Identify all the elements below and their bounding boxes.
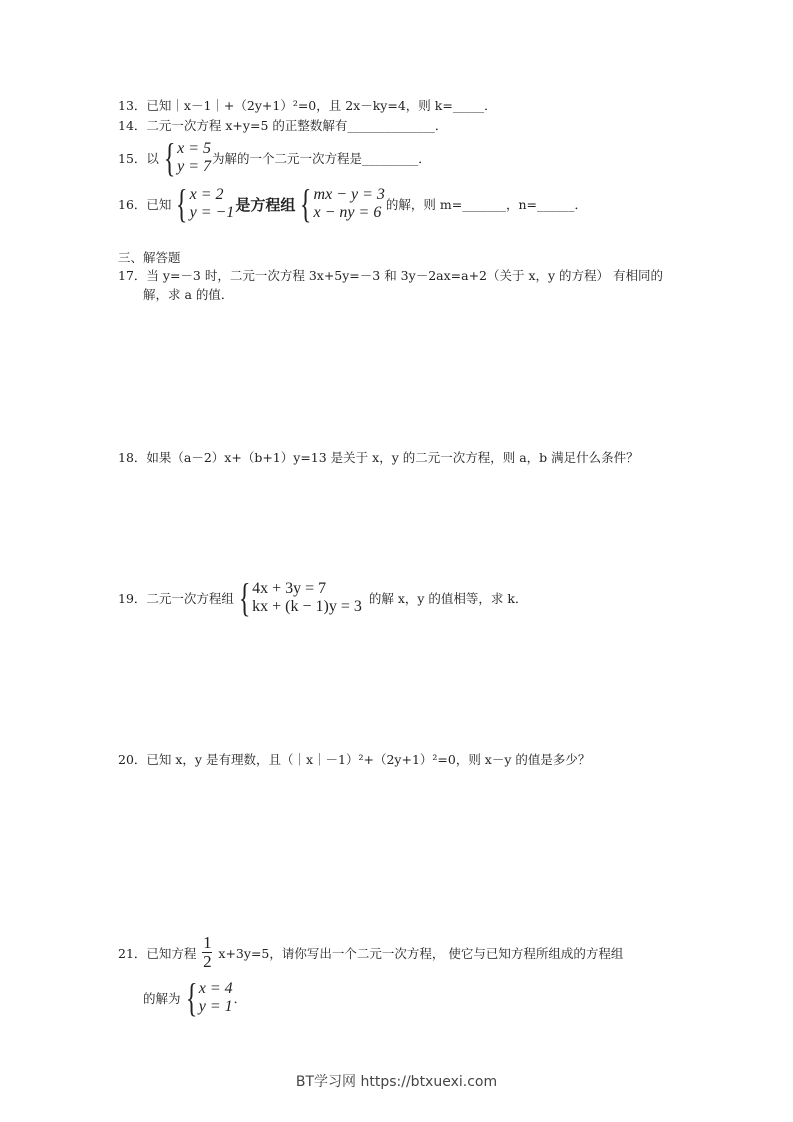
brace-icon: { bbox=[163, 135, 176, 180]
question-21-line1 bbox=[118, 934, 623, 971]
q19-prefix: 19．二元一次方程组 bbox=[118, 591, 234, 606]
question-14: 14．二元一次方程 x+y=5 的正整数解有______________． bbox=[118, 118, 448, 133]
eq: x = 5 bbox=[177, 140, 212, 157]
question-15 bbox=[118, 135, 431, 180]
eq: y = −1 bbox=[189, 204, 235, 221]
eq: 4x + 3y = 7 bbox=[252, 580, 327, 597]
question-18: 18．如果（a－2）x+（b+1）y=13 是关于 x，y 的二元一次方程，则 a，b 满足什么条件？ bbox=[118, 450, 639, 465]
eq: x = 4 bbox=[198, 980, 233, 997]
brace-icon: { bbox=[238, 575, 251, 620]
watermark-footer: BT学习网 https://btxuexi.com bbox=[295, 1074, 498, 1090]
q21-text2: 的解为 bbox=[143, 991, 181, 1006]
q16-mid: 是方程组 bbox=[235, 195, 296, 214]
eq: y = 1 bbox=[198, 998, 233, 1015]
numerator: 1 bbox=[203, 933, 212, 952]
question-13: 13．已知｜x－1｜+（2y+1）²=0，且 2x－ky=4，则 k=_____． bbox=[118, 98, 497, 113]
eq: kx + (k − 1)y = 3 bbox=[252, 598, 362, 615]
q21-prefix: 21．已知方程 bbox=[118, 945, 197, 961]
question-17-line2: 解，求 a 的值． bbox=[143, 287, 234, 302]
question-21-line2 bbox=[143, 975, 247, 1020]
eq: y = 7 bbox=[177, 158, 212, 175]
section-heading: 三、解答题 bbox=[118, 250, 181, 265]
eq: mx − y = 3 bbox=[313, 186, 385, 203]
brace-icon: { bbox=[176, 181, 188, 226]
q21-system bbox=[182, 975, 233, 1020]
q16-system-1 bbox=[172, 181, 235, 226]
brace-icon: { bbox=[185, 975, 197, 1020]
question-20: 20．已知 x，y 是有理数，且（｜x｜－1）²+（2y+1）²=0，则 x－y 的值是多少？ bbox=[118, 752, 591, 767]
q16-system-2 bbox=[296, 181, 385, 226]
eq: x − ny = 6 bbox=[313, 204, 382, 221]
q15-suffix: 为解的一个二元一次方程是_________． bbox=[212, 151, 431, 166]
denominator: 2 bbox=[203, 952, 212, 971]
q16-prefix: 16．已知 bbox=[118, 197, 172, 212]
q21-text: x+3y=5，请你写出一个二元一次方程， 使它与已知方程所组成的方程组 bbox=[218, 945, 624, 961]
q21-end: ． bbox=[233, 991, 247, 1006]
question-19 bbox=[118, 575, 528, 620]
question-16 bbox=[118, 181, 587, 226]
q15-prefix: 15．以 bbox=[118, 151, 159, 166]
q19-system bbox=[235, 575, 362, 620]
question-17-line1: 17．当 y=－3 时，二元一次方程 3x+5y=－3 和 3y－2ax=a+2（关于 x，y 的方程） 有相同的 bbox=[118, 268, 664, 283]
fraction bbox=[202, 934, 212, 971]
q15-system bbox=[160, 135, 212, 180]
q19-suffix: 的解 x，y 的值相等，求 k． bbox=[368, 591, 528, 606]
brace-icon: { bbox=[300, 181, 312, 226]
eq: x = 2 bbox=[189, 186, 224, 203]
q16-suffix: 的解，则 m=_______，n=______． bbox=[385, 197, 587, 212]
